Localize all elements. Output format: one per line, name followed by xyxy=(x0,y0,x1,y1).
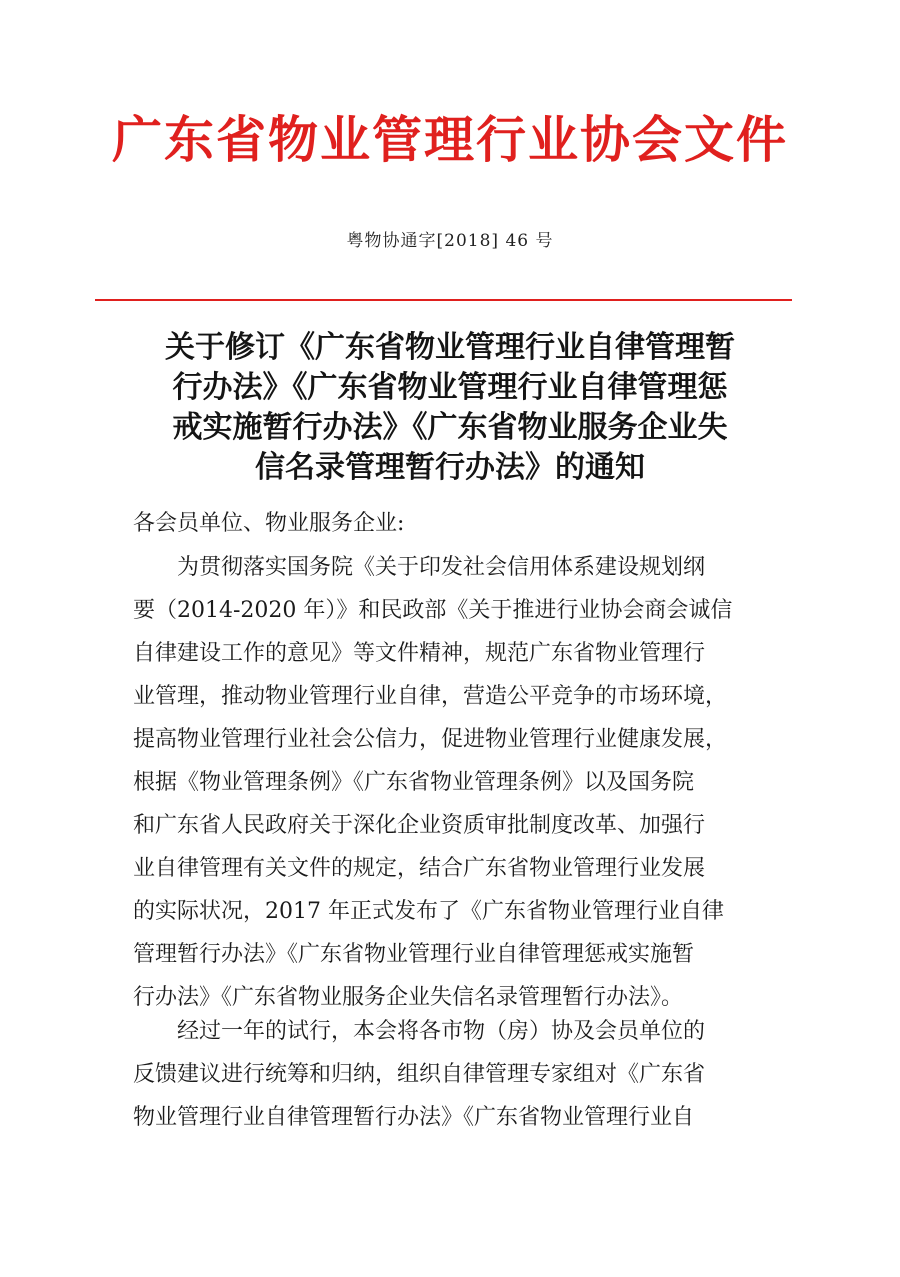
title-line: 戒实施暂行办法》《广东省物业服务企业失 xyxy=(172,410,728,445)
title-line: 关于修订《广东省物业管理行业自律管理暂 xyxy=(165,330,735,365)
text-line: 业管理，推动物业管理行业自律，营造公平竞争的市场环境， xyxy=(133,684,728,709)
paragraph-1 xyxy=(133,546,783,1019)
text-line: 业自律管理有关文件的规定，结合广东省物业管理行业发展 xyxy=(133,856,706,881)
text-line: 物业管理行业自律管理暂行办法》《广东省物业管理行业自 xyxy=(133,1105,695,1130)
masthead-title: 广东省物业管理行业协会文件 xyxy=(112,111,788,169)
text-line: 行办法》《广东省物业服务企业失信名录管理暂行办法》。 xyxy=(133,985,684,1010)
text-line: 管理暂行办法》《广东省物业管理行业自律管理惩戒实施暂 xyxy=(133,942,695,967)
text-line: 反馈建议进行统筹和归纳，组织自律管理专家组对《广东省 xyxy=(133,1062,706,1087)
text-line: 经过一年的试行，本会将各市物（房）协及会员单位的 xyxy=(177,1019,706,1044)
text-line: 为贯彻落实国务院《关于印发社会信用体系建设规划纲 xyxy=(177,555,706,580)
text-line: 的实际状况，2017 年正式发布了《广东省物业管理行业自律 xyxy=(133,899,724,924)
title-line: 行办法》《广东省物业管理行业自律管理惩 xyxy=(172,370,728,405)
paragraph-2 xyxy=(133,1010,783,1139)
red-divider-line xyxy=(95,299,792,301)
notice-title xyxy=(110,328,790,488)
salutation: 各会员单位、物业服务企业: xyxy=(133,511,405,536)
title-line: 信名录管理暂行办法》的通知 xyxy=(255,450,645,485)
document-number: 粤物协通字[2018] 46 号 xyxy=(346,231,554,251)
text-line: 和广东省人民政府关于深化企业资质审批制度改革、加强行 xyxy=(133,813,706,838)
text-line: 根据《物业管理条例》《广东省物业管理条例》以及国务院 xyxy=(133,770,695,795)
text-line: 提高物业管理行业社会公信力，促进物业管理行业健康发展， xyxy=(133,727,728,752)
text-line: 自律建设工作的意见》等文件精神，规范广东省物业管理行 xyxy=(133,641,706,666)
text-line: 要（2014-2020 年）》和民政部《关于推进行业协会商会诚信 xyxy=(133,598,733,623)
